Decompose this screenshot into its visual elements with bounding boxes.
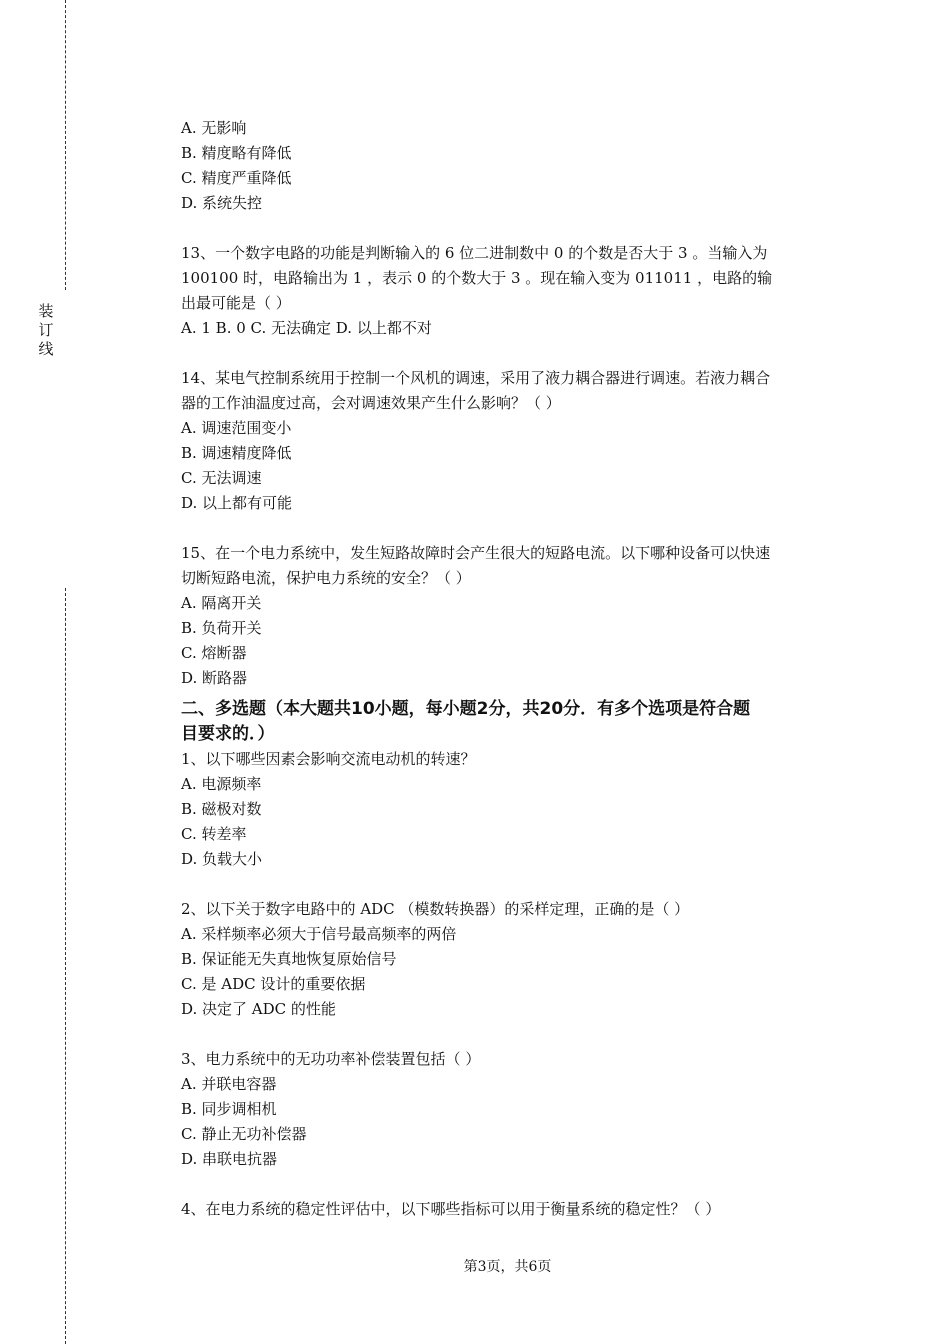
question-stem-line: 13、一个数字电路的功能是判断输入的 6 位二进制数中 0 的个数是否大于 3 。当输入为	[181, 244, 768, 262]
question-stem-line: 切断短路电流，保护电力系统的安全？（ ）	[181, 569, 471, 587]
option-c: C. 转差率	[181, 825, 247, 843]
question-stem-line: 器的工作油温度过高，会对调速效果产生什么影响？（ ）	[181, 394, 561, 412]
question-stem-line: 100100 时，电路输出为 1 ，表示 0 的个数大于 3 。现在输入变为 011011 ，电路的输	[181, 269, 773, 287]
question-12-options	[181, 116, 837, 216]
option-a: A. 隔离开关	[181, 594, 262, 612]
question-options-inline: A. 1 B. 0 C. 无法确定 D. 以上都不对	[181, 319, 432, 337]
option-a: A. 无影响	[181, 119, 247, 137]
question-15	[181, 541, 837, 691]
option-c: C. 熔断器	[181, 644, 247, 662]
option-a: A. 并联电容器	[181, 1075, 277, 1093]
option-a: A. 调速范围变小	[181, 419, 292, 437]
question-stem: 2、以下关于数字电路中的 ADC （模数转换器）的采样定理，正确的是（ ）	[181, 900, 690, 918]
option-d: D. 决定了 ADC 的性能	[181, 1000, 336, 1018]
option-d: D. 系统失控	[181, 194, 263, 212]
page-number-footer: 第3页，共6页	[463, 1259, 552, 1275]
binding-line-label: 装订线	[38, 302, 54, 358]
option-c: C. 精度严重降低	[181, 169, 292, 187]
question-stem: 1、以下哪些因素会影响交流电动机的转速？	[181, 750, 476, 768]
option-d: D. 串联电抗器	[181, 1150, 278, 1168]
multi-question-1	[181, 747, 837, 872]
option-a: A. 电源频率	[181, 775, 262, 793]
option-c: C. 是 ADC 设计的重要依据	[181, 975, 366, 993]
option-d: D. 负载大小	[181, 850, 263, 868]
question-13	[181, 241, 837, 341]
option-d: D. 断路器	[181, 669, 248, 687]
question-14	[181, 366, 837, 516]
option-b: B. 精度略有降低	[181, 144, 292, 162]
question-stem: 4、在电力系统的稳定性评估中，以下哪些指标可以用于衡量系统的稳定性？（ ）	[181, 1200, 721, 1218]
question-stem-line: 出最可能是（ ）	[181, 294, 291, 312]
option-a: A. 采样频率必须大于信号最高频率的两倍	[181, 925, 457, 943]
option-b: B. 保证能无失真地恢复原始信号	[181, 950, 397, 968]
question-stem-line: 14、某电气控制系统用于控制一个风机的调速，采用了液力耦合器进行调速。若液力耦合	[181, 369, 771, 387]
multi-question-3	[181, 1047, 837, 1172]
option-d: D. 以上都有可能	[181, 494, 293, 512]
section-title-multiple-choice	[181, 697, 837, 747]
section-title-line: 二、多选题（本大题共10小题，每小题2分，共20分．有多个选项是符合题	[181, 699, 751, 719]
option-c: C. 无法调速	[181, 469, 262, 487]
option-b: B. 磁极对数	[181, 800, 262, 818]
multi-question-2	[181, 897, 837, 1022]
question-stem-line: 15、在一个电力系统中，发生短路故障时会产生很大的短路电流。以下哪种设备可以快速	[181, 544, 771, 562]
option-b: B. 负荷开关	[181, 619, 262, 637]
page-content	[181, 116, 837, 1222]
binding-dashed-line-bottom	[65, 588, 66, 1344]
binding-dashed-line-top	[65, 0, 66, 290]
section-title-line: 目要求的．）	[181, 724, 275, 744]
question-stem: 3、电力系统中的无功功率补偿装置包括（ ）	[181, 1050, 481, 1068]
option-b: B. 同步调相机	[181, 1100, 277, 1118]
option-c: C. 静止无功补偿器	[181, 1125, 307, 1143]
option-b: B. 调速精度降低	[181, 444, 292, 462]
multi-question-4	[181, 1197, 837, 1222]
